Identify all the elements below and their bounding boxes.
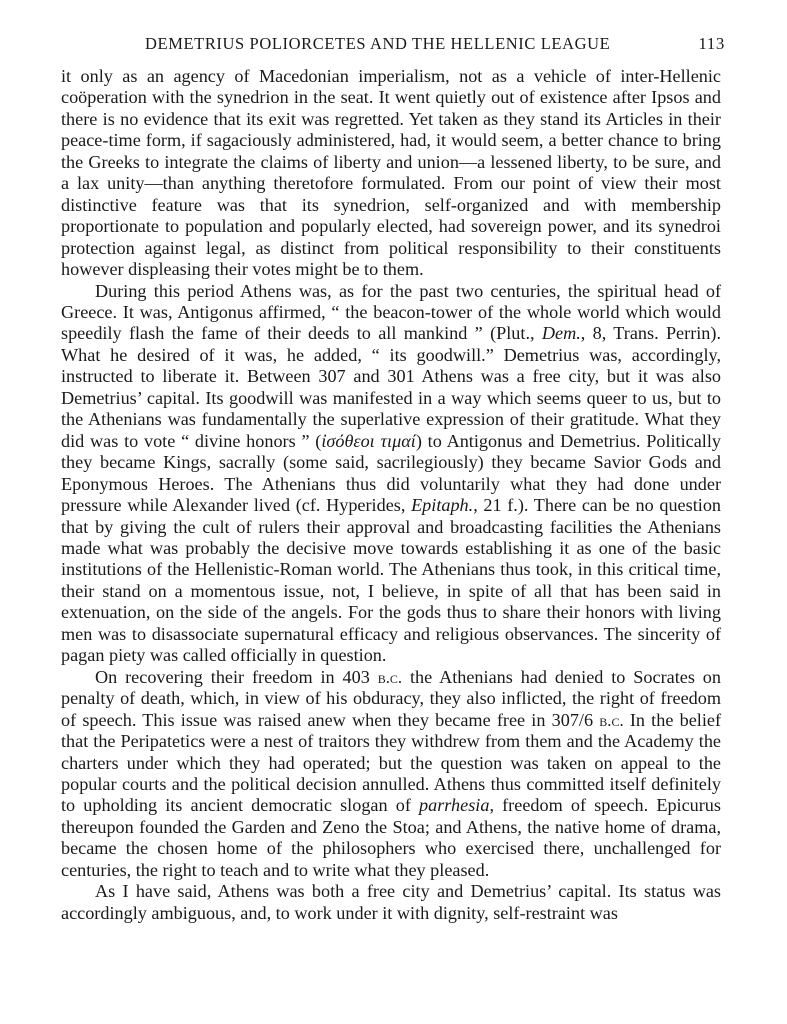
body-text xyxy=(61,66,721,924)
paragraph-1-text: it only as an agency of Macedonian imperialism, not as a vehicle of inter-Hellenic coöperation with the synedrion in the seat. It went quietly out of existence after Ipsos and there is no evidence that its exit was regretted. Yet taken as they stand its Articles in their peace-time form, if sagaciously administered, had, it would seem, a better chance to bring the Greeks to integrate the claims of liberty and union—a lessened liberty, to be sure, and a lax unity—than anything theretofore formulated. From our point of view their most distinctive feature was that its synedrion, self-organized and with membership proportionate to population and popularly elected, had sovereign power, and its synedroi protection against legal, as distinct from political responsibility to their constituents however displeasing their votes might be to them. xyxy=(61,66,721,280)
running-header xyxy=(145,34,725,56)
paragraph-3-text-b: the Athenians had denied to Socrates on penalty of death, which, in view of his obduracy, they also inflicted, the right of freedom of speech. This issue was raised anew when they became free in 307/6 xyxy=(61,666,721,730)
greek-phrase: ἰσόθεοι τιμαί xyxy=(321,430,416,451)
paragraph-3-text-d: , freedom of speech. Epicurus thereupon founded the Garden and Zeno the Stoa; and Athens, the native home of drama, became the chosen home of the philosophers who exercised there, unchallenged for centuries, the right to teach and to write what they pleased. xyxy=(61,795,721,880)
paragraph-4 xyxy=(61,881,721,924)
paragraph-2-text-b: , 8, Trans. Perrin). What he desired of it was, he added, “ its goodwill.” Demetrius was, accordingly, instructed to liberate it. Between 307 and 301 Athens was a free city, but it was also Demetrius’ capital. Its goodwill was manifested in a way which seems queer to us, but to the Athenians was fundamentally the superlative expression of their gratitude. What they did was to vote “ divine honors ” ( xyxy=(61,323,721,451)
era-abbrev: b.c. xyxy=(377,667,403,687)
term-parrhesia: parrhesia xyxy=(419,795,490,816)
paragraph-2-text-c: ) to Antigonus and Demetrius. Politically they became Kings, sacrally (some said, sacrilegiously) they became Savior Gods and Eponymous Heroes. The Athenians thus did voluntarily what they had done under pressure while Alexander lived (cf. Hyperides, xyxy=(61,430,722,516)
paragraph-1 xyxy=(61,66,721,281)
paragraph-3 xyxy=(61,667,721,882)
paragraph-3-text-c: In the belief that the Peripatetics were a nest of traitors they withdrew from them and the Academy the charters under which they had operated; but the question was taken on appeal to the popular courts and the political decision annulled. Athens thus committed itself definitely to upholding its ancient democratic slogan of xyxy=(61,709,721,816)
paragraph-2-text-d: , 21 f.). There can be no question that by giving the cult of rulers their approval and broadcasting facilities the Athenians made what was probably the decisive move towards establishing it as one of the basic institutions of the Hellenistic-Roman world. The Athenians thus took, in this critical time, their stand on a momentous issue, not, I believe, in spite of all that has been said in extenuation, on the side of the angels. For the gods thus to share their honors with living men was to disassociate supernatural efficacy and religious observances. The sincerity of pagan piety was called officially in question. xyxy=(61,495,722,666)
running-title: DEMETRIUS POLIORCETES AND THE HELLENIC LEAGUE xyxy=(145,34,611,53)
paragraph-2-text-a: During this period Athens was, as for the past two centuries, the spiritual head of Greece. It was, Antigonus affirmed, “ the beacon-tower of the whole world which would speedily flash the fame of their deeds to all mankind ” (Plut., xyxy=(61,280,721,344)
paragraph-2 xyxy=(61,281,721,667)
paragraph-3-text-a: On recovering their freedom in 403 xyxy=(95,666,378,687)
era-abbrev: b.c. xyxy=(599,710,624,730)
page-number: 113 xyxy=(698,34,725,53)
citation-epitaph: Epitaph. xyxy=(411,495,474,516)
citation-dem: Dem. xyxy=(541,323,581,344)
paragraph-4-text: As I have said, Athens was both a free city and Demetrius’ capital. Its status was accordingly ambiguous, and, to work under it with dignity, self-restraint was xyxy=(61,881,721,923)
